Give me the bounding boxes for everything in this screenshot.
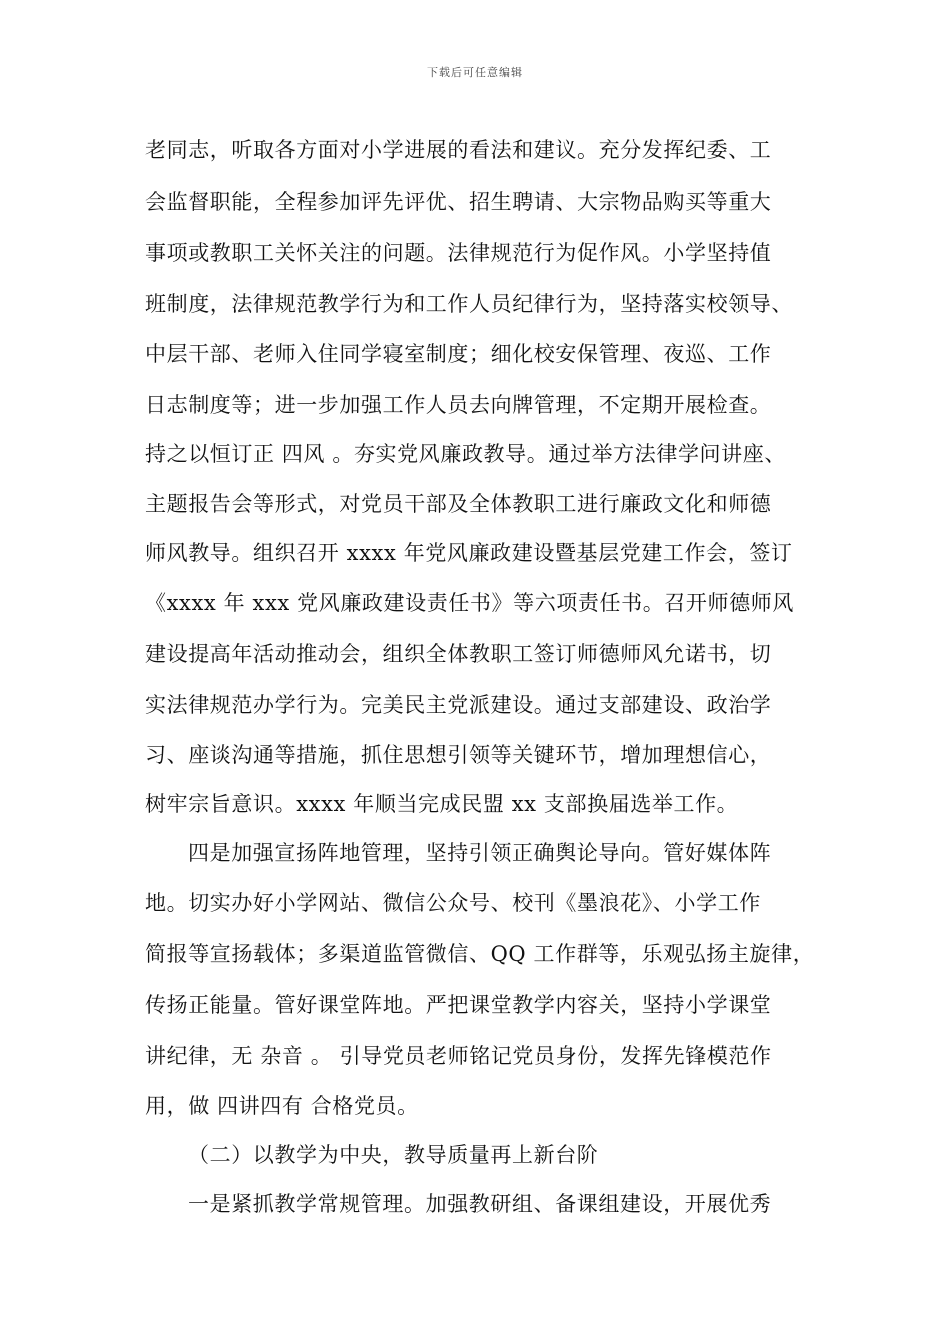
body-line: 班制度，法律规范教学行为和工作人员纪律行为，坚持落实校领导、 xyxy=(145,292,793,316)
body-line: 树牢宗旨意识。xxxx 年顺当完成民盟 xx 支部换届选举工作。 xyxy=(145,792,739,816)
body-line: 事项或教职工关怀关注的问题。法律规范行为促作风。小学坚持值 xyxy=(145,241,772,265)
page-header: 下载后可任意编辑 xyxy=(427,66,523,79)
body-line: 用，做 四讲四有 合格党员。 xyxy=(145,1094,419,1118)
body-line: 传扬正能量。管好课堂阵地。严把课堂教学内容关，坚持小学课堂 xyxy=(145,993,772,1017)
paragraph-first-line: 一是紧抓教学常规管理。加强教研组、备课组建设，开展优秀 xyxy=(188,1192,772,1216)
body-line: 老同志，听取各方面对小学进展的看法和建议。充分发挥纪委、工 xyxy=(145,138,772,162)
section-heading: （二）以教学为中央，教导质量再上新台阶 xyxy=(188,1143,599,1167)
body-line: 日志制度等；进一步加强工作人员去向牌管理，不定期开展检查。 xyxy=(145,393,772,417)
body-line: 建设提高年活动推动会，组织全体教职工签订师德师风允诺书，切 xyxy=(145,642,772,666)
body-line: 习、座谈沟通等措施，抓住思想引领等关键环节，增加理想信心， xyxy=(145,743,772,767)
body-line: 《xxxx 年 xxx 党风廉政建设责任书》等六项责任书。召开师德师风 xyxy=(145,591,794,615)
body-line: 实法律规范办学行为。完美民主党派建设。通过支部建设、政治学 xyxy=(145,693,772,717)
body-line: 简报等宣扬载体；多渠道监管微信、QQ 工作群等，乐观弘扬主旋律， xyxy=(145,942,815,966)
body-line: 地。切实办好小学网站、微信公众号、校刊《墨浪花》、小学工作 xyxy=(145,891,761,915)
paragraph-first-line: 四是加强宣扬阵地管理，坚持引领正确舆论导向。管好媒体阵 xyxy=(188,841,772,865)
body-line: 持之以恒订正 四风 。夯实党风廉政教导。通过举方法律学问讲座、 xyxy=(145,442,786,466)
body-line: 中层干部、老师入住同学寝室制度；细化校安保管理、夜巡、工作 xyxy=(145,342,772,366)
body-line: 师风教导。组织召开 xxxx 年党风廉政建设暨基层党建工作会，签订 xyxy=(145,541,793,565)
body-line: 讲纪律，无 杂音 。 引导党员老师铭记党员身份，发挥先锋模范作 xyxy=(145,1044,772,1068)
body-line: 会监督职能，全程参加评先评优、招生聘请、大宗物品购买等重大 xyxy=(145,190,772,214)
body-line: 主题报告会等形式，对党员干部及全体教职工进行廉政文化和师德 xyxy=(145,492,772,516)
